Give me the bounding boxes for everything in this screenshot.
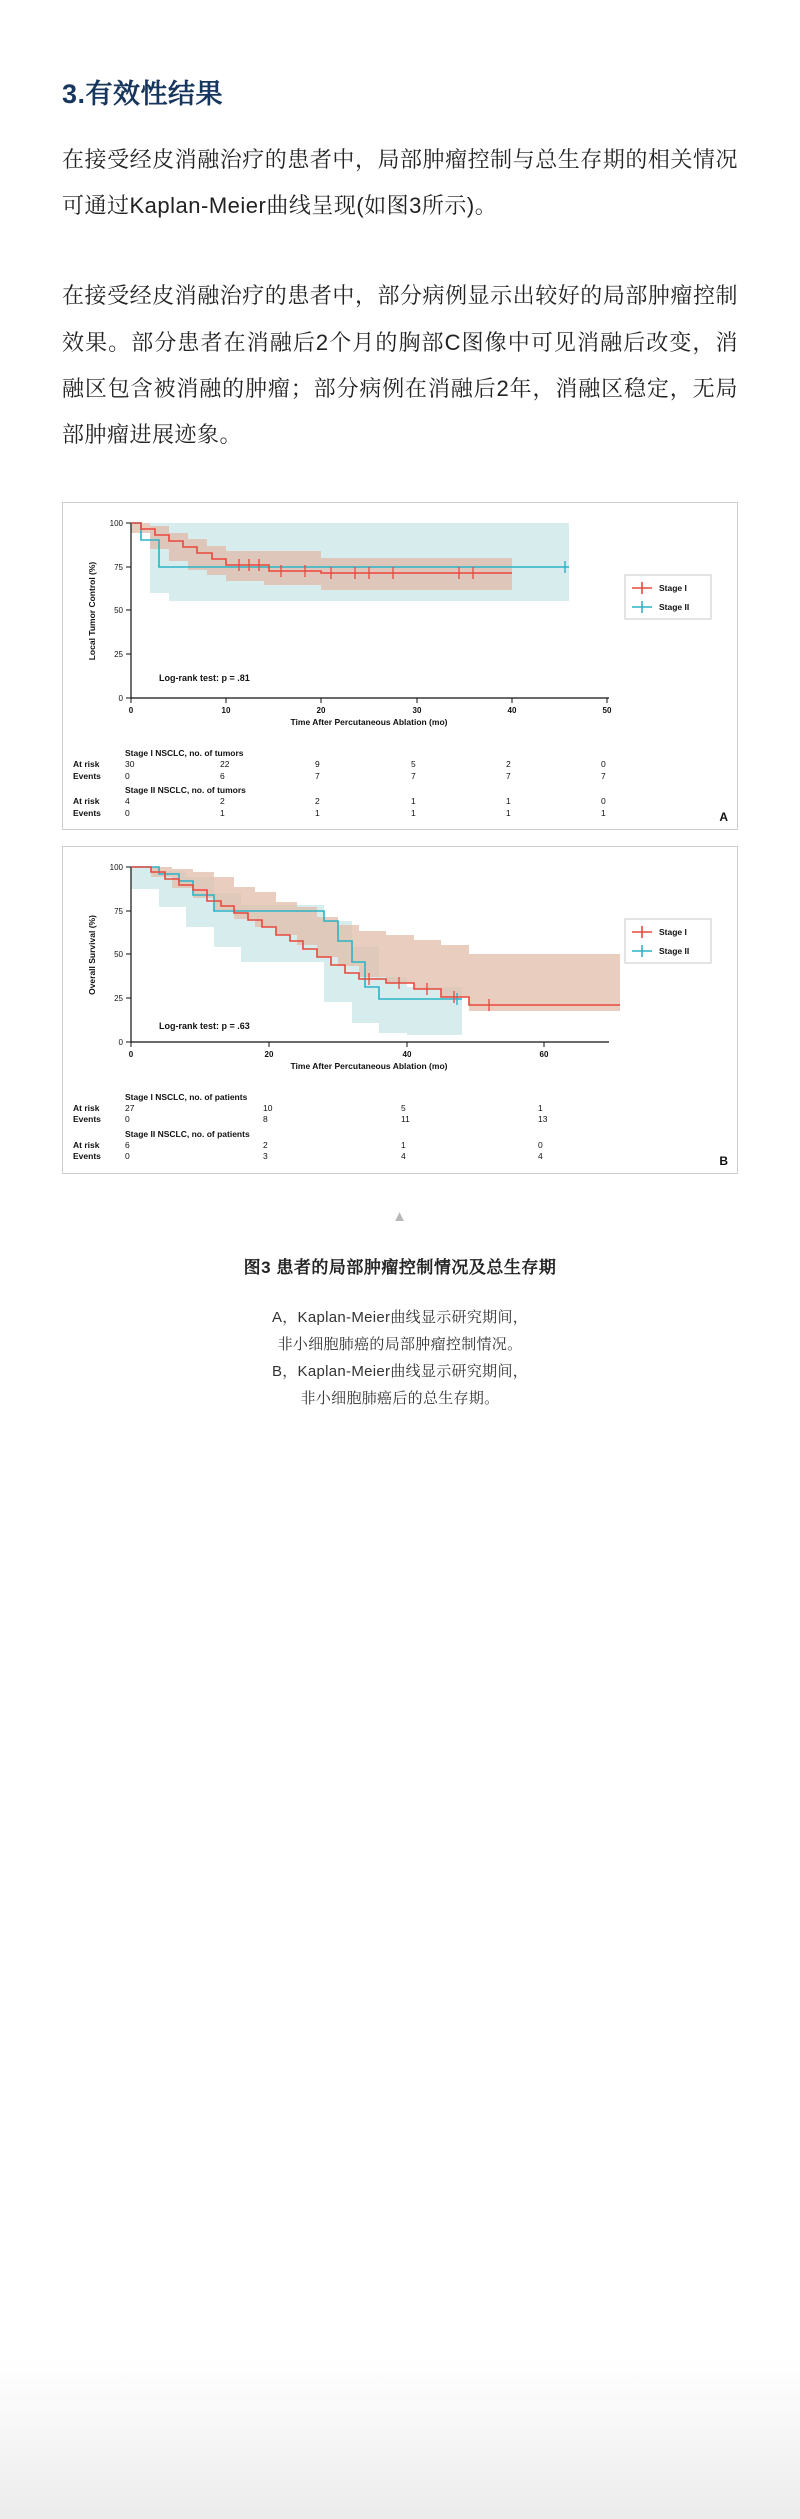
chart-b-annotation: Log-rank test: p = .63 [159, 1021, 250, 1031]
svg-text:10: 10 [221, 706, 231, 716]
risk-cell: 2 [315, 796, 320, 807]
chart-b-y-ticks [126, 867, 131, 1042]
risk-row-label: At risk [73, 1139, 100, 1150]
risk-cell: 2 [506, 759, 511, 770]
svg-text:Stage I: Stage I [659, 583, 687, 594]
chart-b-risk-tables [63, 1092, 737, 1173]
risk-row [73, 1103, 727, 1114]
svg-text:Stage I: Stage I [659, 927, 687, 937]
chart-a-x-axis-label: Time After Percutaneous Ablation (mo) [290, 717, 448, 728]
svg-text:0: 0 [128, 1050, 134, 1059]
risk-row [73, 759, 727, 770]
risk-row-label: At risk [73, 796, 100, 807]
risk-cell: 7 [315, 770, 320, 781]
risk-row [73, 771, 727, 782]
chart-a-annotation: Log-rank test: p = .81 [159, 673, 250, 684]
svg-text:25: 25 [114, 650, 123, 660]
risk-cell: 6 [220, 770, 225, 781]
risk-cell: 1 [601, 807, 606, 818]
risk-row-label: At risk [73, 759, 100, 770]
chart-a-legend [625, 575, 711, 619]
risk-cell: 1 [315, 807, 320, 818]
risk-cell: 4 [401, 1151, 406, 1162]
risk-row [73, 1114, 727, 1125]
chart-b-x-ticklabels [129, 1050, 549, 1059]
risk-cell: 27 [125, 1103, 135, 1113]
risk-row-label: Events [73, 770, 101, 781]
risk-cell: 1 [538, 1103, 543, 1113]
figure-subcaption-line: 非小细胞肺癌的局部肿瘤控制情况。 [277, 1335, 523, 1353]
risk-cell: 1 [220, 807, 225, 818]
panel-letter-b: B [719, 1153, 728, 1168]
risk-cell: 22 [220, 759, 230, 770]
chart-a-risk-tables [63, 748, 737, 829]
svg-text:50: 50 [602, 706, 612, 716]
risk-row [73, 808, 727, 819]
svg-text:100: 100 [109, 863, 123, 872]
chart-a-y-ticks [126, 523, 131, 698]
chart-b-x-axis-label: Time After Percutaneous Ablation (mo) [290, 1061, 448, 1071]
svg-text:75: 75 [114, 563, 123, 573]
risk-group-title: Stage I NSCLC, no. of patients [125, 1092, 248, 1102]
risk-cell: 0 [538, 1139, 543, 1150]
risk-cell: 13 [538, 1114, 548, 1125]
risk-cell: 4 [125, 796, 130, 807]
svg-text:20: 20 [316, 706, 326, 716]
figure-subcaption-line: A，Kaplan-Meier曲线显示研究期间， [271, 1308, 529, 1326]
risk-cell: 7 [506, 770, 511, 781]
risk-cell: 0 [125, 1114, 130, 1125]
risk-row-label: Events [73, 1114, 101, 1125]
risk-cell: 2 [220, 796, 225, 807]
risk-group-title: Stage I NSCLC, no. of tumors [125, 748, 244, 759]
risk-row-label: Events [73, 1151, 101, 1162]
risk-cell: 0 [601, 796, 606, 807]
risk-cell: 4 [538, 1151, 543, 1162]
risk-cell: 10 [263, 1103, 273, 1113]
svg-text:Stage II: Stage II [659, 602, 690, 613]
svg-text:0: 0 [118, 1038, 123, 1047]
risk-cell: 1 [506, 796, 511, 807]
svg-text:75: 75 [114, 907, 123, 916]
paragraph-1: 在接受经皮消融治疗的患者中，局部肿瘤控制与总生存期的相关情况可通过Kaplan-Meier曲线呈现(如图3所示)。 [62, 147, 738, 219]
svg-text:0: 0 [128, 706, 134, 716]
svg-text:25: 25 [114, 994, 123, 1003]
svg-text:100: 100 [109, 519, 123, 529]
svg-text:30: 30 [412, 706, 422, 716]
risk-row [73, 796, 727, 807]
risk-cell: 3 [263, 1151, 268, 1162]
chart-b-svg [69, 857, 729, 1087]
figure-subcaption [62, 1304, 738, 1412]
risk-cell: 0 [125, 770, 130, 781]
page-title: 3.有效性结果 [62, 79, 224, 109]
risk-cell: 1 [411, 807, 416, 818]
risk-cell: 0 [125, 1151, 130, 1162]
risk-cell: 5 [401, 1103, 406, 1113]
risk-cell: 8 [263, 1114, 268, 1125]
chart-panel-a [62, 502, 738, 830]
paragraph-2: 在接受经皮消融治疗的患者中，部分病例显示出较好的局部肿瘤控制效果。部分患者在消融后2个月的胸部C图像中可见消融后改变，消融区包含被消融的肿瘤；部分病例在消融后2年，消融区稳定，无局部肿瘤进展迹象。 [62, 283, 738, 447]
risk-cell: 30 [125, 759, 135, 770]
svg-text:20: 20 [264, 1050, 274, 1059]
risk-row [73, 1151, 727, 1162]
risk-cell: 9 [315, 759, 320, 770]
svg-text:0: 0 [118, 694, 123, 704]
risk-cell: 7 [601, 770, 606, 781]
risk-cell: 5 [411, 759, 416, 770]
risk-cell: 2 [263, 1139, 268, 1150]
svg-text:50: 50 [114, 606, 123, 616]
figure-subcaption-line: 非小细胞肺癌后的总生存期。 [300, 1389, 500, 1407]
risk-cell: 0 [601, 759, 606, 770]
chart-a-x-ticklabels [129, 706, 612, 715]
chart-a-plot [63, 503, 737, 745]
figure-3 [62, 502, 738, 1412]
chevron-up-icon[interactable]: ▲ [392, 1207, 408, 1225]
risk-group-title: Stage II NSCLC, no. of tumors [125, 785, 246, 796]
chart-a-y-ticklabels [110, 519, 124, 703]
risk-group-title: Stage II NSCLC, no. of patients [125, 1128, 250, 1139]
chart-b-x-ticks [131, 1042, 544, 1047]
svg-text:60: 60 [539, 1050, 549, 1059]
risk-row-label: Events [73, 807, 101, 818]
risk-row [73, 1140, 727, 1151]
chart-b-legend [625, 919, 711, 963]
chart-b-plot [63, 847, 737, 1089]
chart-a-svg [69, 513, 729, 743]
risk-cell: 7 [411, 770, 416, 781]
risk-cell: 0 [125, 807, 130, 818]
chart-b-y-ticklabels [110, 863, 124, 1047]
risk-row-label: At risk [73, 1103, 100, 1113]
svg-text:40: 40 [402, 1050, 412, 1059]
svg-text:Stage II: Stage II [659, 946, 690, 956]
svg-text:50: 50 [114, 950, 123, 959]
svg-text:40: 40 [507, 706, 517, 716]
risk-cell: 6 [125, 1139, 130, 1150]
chart-panel-b [62, 846, 738, 1174]
panel-letter-a: A [719, 810, 728, 824]
risk-cell: 1 [401, 1139, 406, 1150]
risk-cell: 11 [401, 1114, 410, 1125]
risk-cell: 1 [506, 807, 511, 818]
risk-cell: 1 [411, 796, 416, 807]
chart-a-y-axis-label: Local Tumor Control (%) [87, 561, 97, 661]
figure-subcaption-line: B，Kaplan-Meier曲线显示研究期间， [271, 1362, 529, 1380]
chart-b-y-axis-label: Overall Survival (%) [87, 915, 97, 995]
chart-a-x-ticks [131, 698, 607, 703]
page-bottom-fade [0, 2359, 800, 2519]
figure-caption: 图3 患者的局部肿瘤控制情况及总生存期 [243, 1257, 557, 1277]
